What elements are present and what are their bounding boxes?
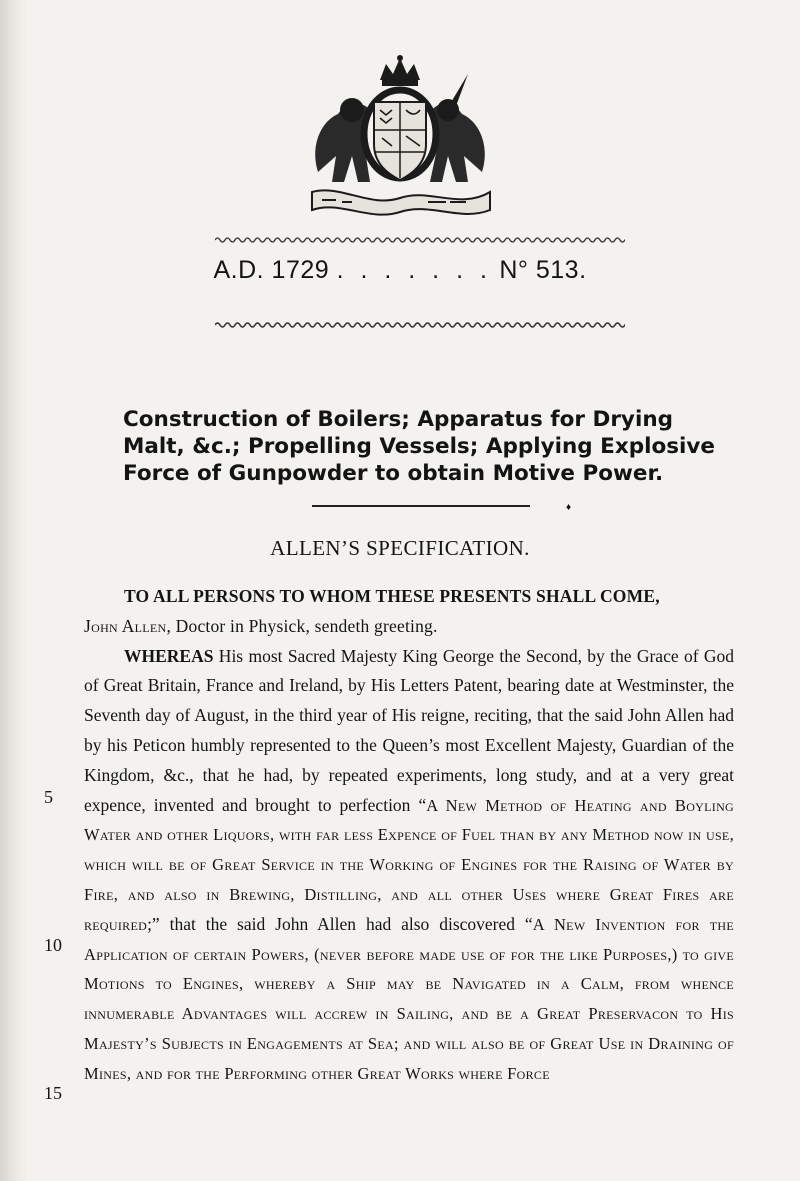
invention-two-smallcaps: A New Invention for the Application of certain Powers, (never before made use of for the like Purposes,) to give Motions to Engines, whereby a Ship may be Navigated in a Calm, from whence innumerable Advantages will accrew in Sailing, and be a Great Preservacon to His Majesty’s Subjects in Engagements at Sea; and will also be of Great Use in Draining of Mines, and for the Performing other Great Works where Force	[84, 914, 734, 1083]
patent-year: A.D. 1729	[213, 256, 330, 284]
invention-one-smallcaps: A New Method of Heating and Boyling Water and other Liquors, with far less Expence of Fuel than by any Method now in use, which will be of Great Service in the Working of Engines for the Raising of Water by Fire, and also in Brewing, Distilling, and all other Uses where Great Fires are required	[84, 795, 734, 934]
page-edge-shadow	[0, 0, 28, 1181]
royal-coat-of-arms-icon	[300, 52, 500, 222]
wavy-rule-top	[215, 236, 625, 244]
patent-date-number	[0, 256, 800, 285]
leader-dots: . . . . . . .	[336, 256, 492, 284]
wavy-rule-bottom	[215, 321, 625, 329]
salutation-paragraph	[84, 582, 734, 642]
patent-number: N° 513.	[499, 256, 587, 284]
whereas-paragraph	[84, 642, 734, 1089]
ink-mark-icon: ♦	[566, 502, 572, 513]
specification-body	[84, 582, 734, 1089]
salutation-caps: TO ALL PERSONS TO WHOM THESE PRESENTS SHALL COME,	[124, 586, 660, 606]
title-divider	[312, 505, 530, 507]
salutation-rest: , Doctor in Physick, sendeth greeting.	[166, 615, 438, 636]
whereas-text-b: ;” that the said John Allen had also discovered “	[147, 913, 533, 934]
specification-heading: ALLEN’S SPECIFICATION.	[270, 536, 530, 560]
line-number-15: 15	[44, 1083, 62, 1103]
salutation-name: John Allen	[84, 615, 167, 636]
line-number-5: 5	[44, 787, 53, 807]
patent-title: Construction of Boilers; Apparatus for Drying Malt, &c.; Propelling Vessels; Applying Explosive Force of Gunpowder to obtain Motive Power.	[123, 407, 716, 486]
whereas-lead: WHEREAS	[124, 645, 214, 666]
whereas-text-a: His most Sacred Majesty King George the Second, by the Grace of God of Great Britain, France and Ireland, by His Letters Patent, bearing date at Westminster, the Seventh day of August, in the third year of His reigne, reciting, that the said John Allen had by his Peticon humbly represented to the Queen’s most Excellent Majesty, Guardian of the Kingdom, &c., that he had, by repeated experiments, long study, and at a very great expence, invented and brought to perfection “	[84, 645, 734, 815]
line-number-10: 10	[44, 935, 62, 955]
